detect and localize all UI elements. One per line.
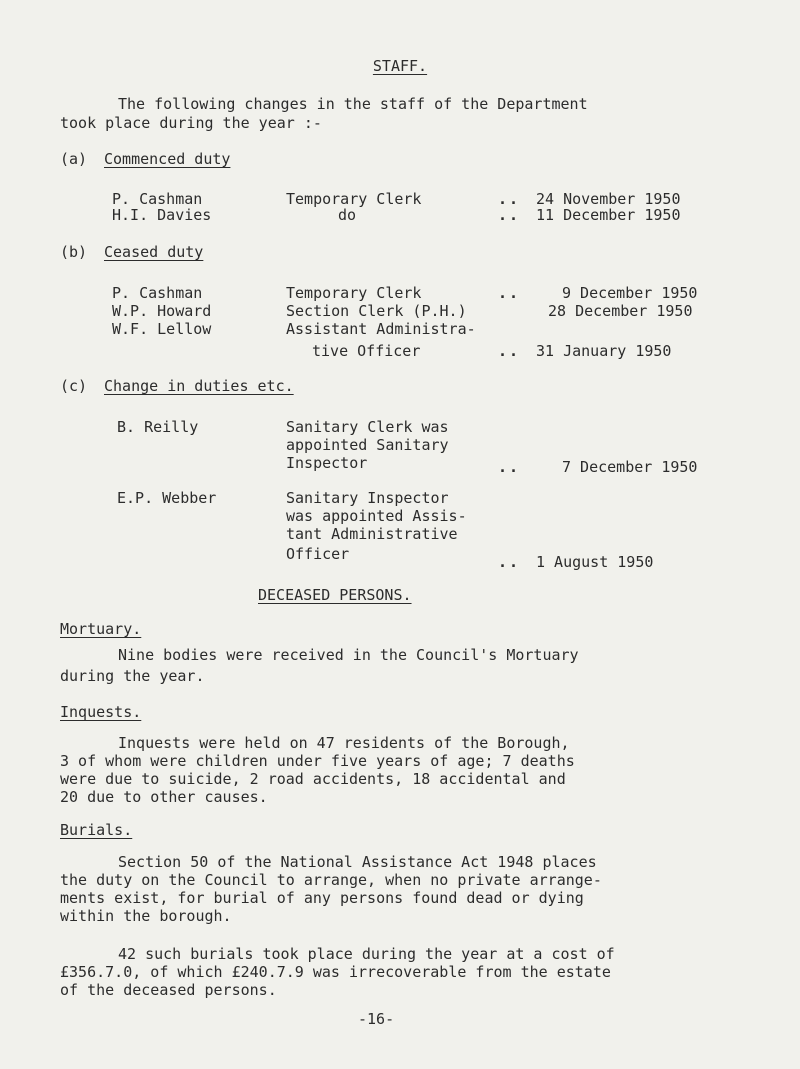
b-row1-name: P. Cashman: [112, 284, 203, 302]
inquests-line-4: 20 due to other causes.: [60, 788, 268, 806]
b-row1-dots: ..: [498, 284, 521, 302]
c-row1-date: 7 December 1950: [562, 458, 698, 476]
section-b-label: (b): [60, 243, 88, 261]
c-row2-dots: ..: [498, 553, 521, 571]
inquests-heading: Inquests.: [60, 703, 142, 721]
mortuary-line-1: Nine bodies were received in the Council's Mortuary: [118, 646, 579, 664]
b-row2-name: W.P. Howard: [112, 302, 212, 320]
a-row2-role: do: [338, 206, 357, 224]
page-number: -16-: [358, 1010, 395, 1028]
burials-para2-line-2: £356.7.0, of which £240.7.9 was irrecoverable from the estate: [60, 963, 611, 981]
burials-heading: Burials.: [60, 821, 133, 839]
section-b-heading: Ceased duty: [104, 243, 204, 261]
b-row3-dots: ..: [498, 342, 521, 360]
b-row3-name: W.F. Lellow: [112, 320, 212, 338]
burials-para1-line-3: ments exist, for burial of any persons found dead or dying: [60, 889, 584, 907]
c-row2-name: E.P. Webber: [117, 489, 217, 507]
c-row1-role-line-1: Sanitary Clerk was: [286, 418, 449, 436]
a-row1-date: 24 November 1950: [536, 190, 681, 208]
burials-para1-line-1: Section 50 of the National Assistance Act 1948 places: [118, 853, 597, 871]
burials-para1-line-2: the duty on the Council to arrange, when no private arrange-: [60, 871, 602, 889]
c-row2-role-line-4: Officer: [286, 545, 350, 563]
c-row2-role-line-3: tant Administrative: [286, 525, 458, 543]
mortuary-heading: Mortuary.: [60, 620, 142, 638]
inquests-line-3: were due to suicide, 2 road accidents, 18 accidental and: [60, 770, 566, 788]
intro-line-1: The following changes in the staff of the Department: [118, 95, 588, 113]
c-row2-role-line-1: Sanitary Inspector: [286, 489, 449, 507]
intro-line-2: took place during the year :-: [60, 114, 322, 132]
c-row1-role-line-2: appointed Sanitary: [286, 436, 449, 454]
b-row3-role-line-1: Assistant Administra-: [286, 320, 476, 338]
burials-para2-line-1: 42 such burials took place during the year at a cost of: [118, 945, 615, 963]
deceased-title: DECEASED PERSONS.: [258, 586, 412, 604]
inquests-line-1: Inquests were held on 47 residents of the Borough,: [118, 734, 570, 752]
mortuary-line-2: during the year.: [60, 667, 205, 685]
b-row1-date: 9 December 1950: [562, 284, 698, 302]
b-row2-role: Section Clerk (P.H.): [286, 302, 467, 320]
b-row1-role: Temporary Clerk: [286, 284, 422, 302]
a-row1-name: P. Cashman: [112, 190, 203, 208]
c-row1-role-line-3: Inspector: [286, 454, 368, 472]
a-row2-date: 11 December 1950: [536, 206, 681, 224]
a-row1-dots: ..: [498, 190, 521, 208]
b-row3-role-line-2: tive Officer: [312, 342, 421, 360]
inquests-line-2: 3 of whom were children under five years of age; 7 deaths: [60, 752, 575, 770]
a-row2-name: H.I. Davies: [112, 206, 212, 224]
c-row1-name: B. Reilly: [117, 418, 199, 436]
c-row2-role-line-2: was appointed Assis-: [286, 507, 467, 525]
section-a-heading: Commenced duty: [104, 150, 231, 168]
a-row2-dots: ..: [498, 206, 521, 224]
c-row2-date: 1 August 1950: [536, 553, 654, 571]
c-row1-dots: ..: [498, 458, 521, 476]
b-row2-date: 28 December 1950: [548, 302, 693, 320]
burials-para1-line-4: within the borough.: [60, 907, 232, 925]
section-a-label: (a): [60, 150, 88, 168]
section-c-heading: Change in duties etc.: [104, 377, 294, 395]
section-c-label: (c): [60, 377, 88, 395]
a-row1-role: Temporary Clerk: [286, 190, 422, 208]
staff-title: STAFF.: [372, 57, 428, 75]
b-row3-date: 31 January 1950: [536, 342, 672, 360]
burials-para2-line-3: of the deceased persons.: [60, 981, 277, 999]
